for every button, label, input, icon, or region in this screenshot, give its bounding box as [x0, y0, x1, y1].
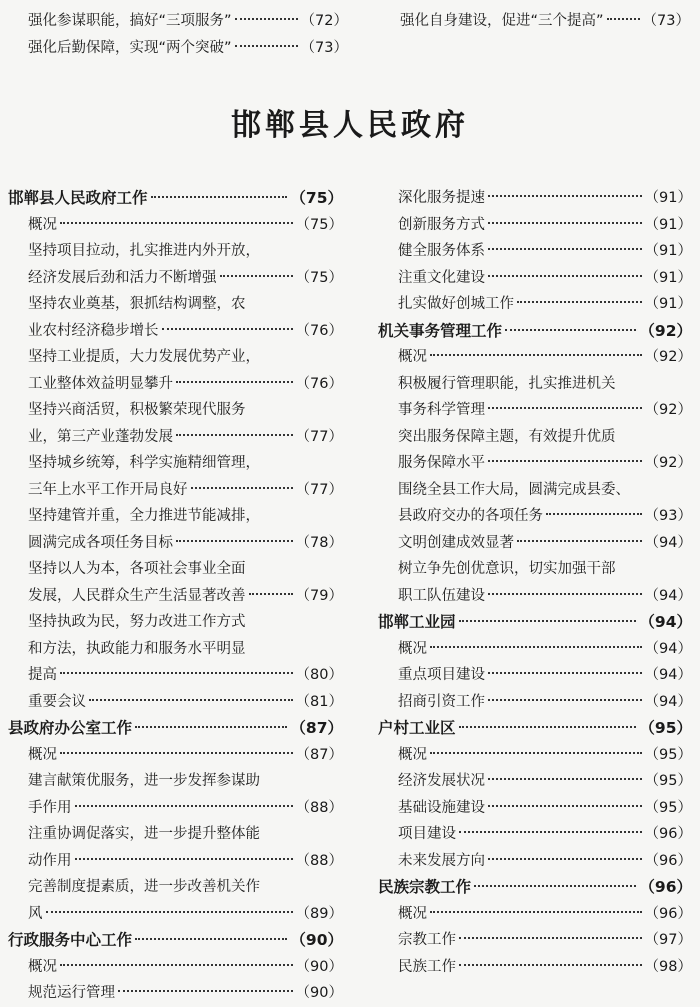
toc-entry-line — [378, 530, 692, 557]
toc-entry-line — [8, 927, 343, 954]
page-number: （96） — [644, 905, 692, 922]
toc-entry[interactable] — [378, 795, 692, 822]
toc-entry[interactable] — [28, 8, 348, 35]
page-number: （76） — [295, 322, 343, 339]
toc-entry[interactable] — [8, 344, 343, 397]
toc-entry-line — [378, 503, 692, 530]
toc-entry[interactable] — [378, 768, 692, 795]
toc-entry-line — [378, 609, 692, 636]
toc-entry-continued-line — [8, 450, 343, 477]
dot-leader — [546, 513, 642, 515]
toc-entry-title: 邯郸县人民政府工作 — [8, 189, 148, 207]
toc-entry-line — [378, 450, 692, 477]
dot-leader — [46, 911, 293, 913]
toc-entry-line — [378, 954, 692, 981]
dot-leader — [151, 196, 288, 198]
toc-entry-title: 坚持农业奠基，狠抓结构调整，农 — [28, 296, 246, 312]
dot-leader — [459, 620, 637, 622]
page-number: （95） — [639, 719, 692, 737]
toc-entry-line — [8, 662, 343, 689]
toc-entry[interactable] — [378, 848, 692, 875]
page-number: （75） — [290, 189, 343, 207]
toc-entry-title: 坚持城乡统筹，科学实施精细管理， — [28, 455, 260, 471]
toc-entry-line — [8, 689, 343, 716]
toc-entry[interactable] — [8, 556, 343, 609]
page-number: （89） — [295, 905, 343, 922]
page-number: （88） — [295, 799, 343, 816]
dot-leader — [505, 329, 636, 331]
dot-leader — [607, 18, 640, 20]
toc-entry[interactable] — [378, 901, 692, 928]
toc-entry-line — [378, 901, 692, 928]
toc-entry-continued-line — [378, 371, 692, 398]
toc-entry-title: 坚持建管并重，全力推进节能减排， — [28, 508, 260, 524]
toc-entry[interactable] — [378, 265, 692, 292]
dot-leader — [135, 938, 287, 940]
dot-leader — [459, 726, 637, 728]
toc-entry-title: 手作用 — [28, 799, 72, 816]
toc-entry-line — [378, 768, 692, 795]
dot-leader — [488, 593, 642, 595]
toc-entry-line — [8, 477, 343, 504]
toc-entry-line — [378, 742, 692, 769]
toc-entry-title: 和方法，执政能力和服务水平明显 — [28, 640, 246, 657]
toc-entry-title: 服务保障水平 — [398, 455, 485, 471]
toc-entry-continued-line — [378, 477, 692, 504]
dot-leader — [430, 911, 642, 913]
page-number: （92） — [644, 349, 692, 365]
toc-entry[interactable] — [378, 742, 692, 769]
toc-entry-title: 职工队伍建设 — [398, 587, 485, 604]
page-number: （75） — [295, 216, 343, 233]
dot-leader — [488, 248, 642, 250]
page-number: （87） — [290, 719, 343, 737]
page-number: （91） — [644, 269, 692, 286]
toc-entry-title: 强化自身建设，促进“三个提高” — [400, 13, 604, 29]
toc-entry-title: 发展，人民群众生产生活显著改善 — [28, 587, 246, 604]
dot-leader — [488, 699, 642, 701]
dot-leader — [459, 831, 642, 833]
toc-entry[interactable] — [28, 35, 348, 62]
toc-entry-title: 概况 — [28, 958, 57, 975]
toc-entry-continued-line — [8, 609, 343, 636]
toc-entry[interactable] — [378, 689, 692, 716]
dot-leader — [75, 858, 293, 860]
toc-entry-line — [8, 371, 343, 398]
page-number: （77） — [295, 428, 343, 445]
toc-entry[interactable] — [8, 980, 343, 1007]
dot-leader — [517, 301, 642, 303]
dot-leader — [135, 726, 287, 728]
toc-entry-title: 注重文化建设 — [398, 269, 485, 286]
page-number: （78） — [295, 534, 343, 551]
toc-entry-title: 重点项目建设 — [398, 667, 485, 683]
toc-entry-title: 突出服务保障主题，有效提升优质 — [398, 428, 616, 445]
toc-entry-continued-line — [8, 768, 343, 795]
toc-entry-line — [8, 715, 343, 742]
dot-leader — [488, 222, 642, 224]
toc-entry-title: 完善制度提素质，进一步改善机关作 — [28, 879, 260, 895]
toc-entry-line — [378, 238, 692, 265]
toc-entry[interactable] — [378, 636, 692, 663]
toc-entry[interactable] — [378, 344, 692, 371]
toc-entry[interactable] — [8, 212, 343, 239]
toc-entry-line — [378, 397, 692, 424]
toc-entry-line — [8, 795, 343, 822]
toc-entry-title: 概况 — [398, 905, 427, 922]
dot-leader — [60, 752, 293, 754]
toc-entry-continued-line — [8, 821, 343, 848]
dot-leader — [235, 18, 298, 20]
toc-entry-title: 未来发展方向 — [398, 852, 485, 869]
dot-leader — [191, 487, 293, 489]
toc-entry-title: 文明创建成效显著 — [398, 534, 514, 551]
toc-entry-title: 坚持执政为民，努力改进工作方式 — [28, 614, 246, 630]
dot-leader — [474, 885, 636, 887]
dot-leader — [176, 540, 293, 542]
toc-entry-title: 经济发展后劲和活力不断增强 — [28, 269, 217, 286]
dot-leader — [488, 407, 642, 409]
dot-leader — [488, 805, 642, 807]
toc-entry-line — [378, 344, 692, 371]
dot-leader — [60, 964, 293, 966]
toc-entry[interactable] — [8, 238, 343, 291]
toc-entry-line — [8, 901, 343, 928]
toc-entry-line — [8, 954, 343, 981]
page-number: （95） — [644, 799, 692, 816]
toc-entry-title: 扎实做好创城工作 — [398, 296, 514, 312]
toc-entry-title: 概况 — [398, 746, 427, 763]
toc-entry-line — [378, 662, 692, 689]
page-number: （96） — [639, 878, 692, 896]
toc-entry-title: 坚持以人为本，各项社会事业全面 — [28, 561, 246, 577]
toc-entry-title: 建言献策优服务，进一步发挥参谋助 — [28, 773, 260, 789]
toc-section-entry[interactable] — [8, 715, 343, 742]
toc-entry-line — [8, 265, 343, 292]
toc-entry[interactable] — [8, 291, 343, 344]
page-number: （94） — [639, 613, 692, 631]
toc-entry-title: 概况 — [28, 746, 57, 763]
page-number: （87） — [295, 746, 343, 763]
toc-entry-line — [8, 185, 343, 212]
toc-entry-title: 机关事务管理工作 — [378, 321, 503, 340]
toc-entry-line — [378, 821, 692, 848]
toc-section-entry[interactable] — [8, 927, 343, 954]
toc-entry[interactable] — [8, 768, 343, 821]
toc-entry-title: 健全服务体系 — [398, 243, 485, 259]
toc-left-column — [8, 185, 343, 1007]
page-number: （91） — [644, 243, 692, 259]
toc-entry-title: 积极履行管理职能，扎实推进机关 — [398, 375, 616, 392]
toc-entry-line — [378, 715, 692, 742]
toc-entry[interactable] — [378, 212, 692, 239]
dot-leader — [249, 593, 293, 595]
dot-leader — [459, 964, 642, 966]
toc-entry[interactable] — [8, 742, 343, 769]
page-number: （98） — [644, 958, 692, 975]
toc-entry[interactable] — [8, 397, 343, 450]
dot-leader — [488, 460, 642, 462]
toc-entry-line — [378, 265, 692, 292]
toc-entry-continued-line — [8, 238, 343, 265]
toc-entry[interactable] — [378, 954, 692, 981]
page-number: （76） — [295, 375, 343, 392]
dot-leader — [235, 45, 298, 47]
toc-entry-continued-line — [8, 397, 343, 424]
toc-entry-line — [378, 212, 692, 239]
toc-entry-title: 户村工业区 — [378, 719, 456, 737]
dot-leader — [118, 990, 293, 992]
toc-entry[interactable] — [378, 291, 692, 318]
toc-entry-line — [378, 318, 692, 345]
toc-entry[interactable] — [8, 503, 343, 556]
top-left-entries — [28, 8, 348, 61]
dot-leader — [176, 381, 293, 383]
toc-entry-title: 邯郸工业园 — [378, 613, 456, 631]
dot-leader — [60, 672, 293, 674]
toc-entry-title: 县政府办公室工作 — [8, 719, 133, 737]
page-number: （94） — [644, 534, 692, 551]
toc-entry-title: 三年上水平工作开局良好 — [28, 481, 188, 498]
dot-leader — [430, 354, 642, 356]
toc-entry-title: 概况 — [398, 349, 427, 365]
toc-entry-title: 项目建设 — [398, 826, 456, 842]
toc-entry-line — [8, 742, 343, 769]
toc-entry-title: 业农村经济稳步增长 — [28, 322, 159, 339]
toc-entry-title: 深化服务提速 — [398, 190, 485, 206]
toc-entry[interactable] — [8, 821, 343, 874]
toc-entry-title: 强化后勤保障，实现“两个突破” — [28, 39, 232, 56]
dot-leader — [162, 328, 293, 330]
page-number: （96） — [644, 852, 692, 869]
toc-entry-line — [378, 689, 692, 716]
toc-entry[interactable] — [8, 689, 343, 716]
toc-entry[interactable] — [8, 874, 343, 927]
page-number: （97） — [644, 932, 692, 948]
toc-entry-title: 围绕全县工作大局，圆满完成县委、 — [398, 481, 630, 498]
page-number: （90） — [290, 931, 343, 949]
toc-entry-line — [8, 530, 343, 557]
toc-entry-title: 坚持工业提质，大力发展优势产业， — [28, 349, 260, 365]
toc-entry[interactable] — [400, 8, 690, 35]
toc-entry[interactable] — [8, 450, 343, 503]
top-entries — [0, 0, 700, 70]
toc-section-entry[interactable] — [378, 318, 692, 345]
toc-entry-title: 坚持项目拉动，扎实推进内外开放， — [28, 243, 260, 259]
toc-entry-title: 创新服务方式 — [398, 216, 485, 233]
toc-entry-title: 坚持兴商活贸，积极繁荣现代服务 — [28, 402, 246, 418]
toc-entry-line — [378, 848, 692, 875]
toc-entry-continued-line — [8, 344, 343, 371]
toc-entry-title: 强化参谋职能，搞好“三项服务” — [28, 13, 232, 29]
page-number: （90） — [295, 985, 343, 1001]
toc-entry-title: 重要会议 — [28, 693, 86, 710]
toc-entry[interactable] — [378, 238, 692, 265]
toc-entry[interactable] — [378, 821, 692, 848]
toc-entry-title: 提高 — [28, 667, 57, 683]
toc-entry-continued-line — [8, 291, 343, 318]
toc-entry[interactable] — [8, 954, 343, 981]
toc-entry-title: 民族宗教工作 — [378, 878, 472, 896]
toc-entry-line — [378, 583, 692, 610]
page-number: （73） — [300, 39, 348, 56]
toc-entry-continued-line — [8, 556, 343, 583]
toc-entry[interactable] — [378, 530, 692, 557]
toc-entry-title: 民族工作 — [398, 958, 456, 975]
toc-entry[interactable] — [378, 185, 692, 212]
dot-leader — [517, 540, 642, 542]
toc-entry[interactable] — [8, 609, 343, 689]
toc-entry-title: 规范运行管理 — [28, 985, 115, 1001]
page-number: （94） — [644, 640, 692, 657]
dot-leader — [176, 434, 293, 436]
toc-entry[interactable] — [378, 371, 692, 424]
toc-entry-title: 注重协调促落实，进一步提升整体能 — [28, 826, 260, 842]
toc-entry-line — [378, 636, 692, 663]
toc-entry-line — [8, 980, 343, 1007]
toc-entry-title: 圆满完成各项任务目标 — [28, 534, 173, 551]
page-number: （95） — [644, 773, 692, 789]
toc-entry[interactable] — [378, 556, 692, 609]
toc-entry-line — [378, 927, 692, 954]
page-number: （88） — [295, 852, 343, 869]
toc-entry-title: 风 — [28, 905, 43, 922]
page-number: （95） — [644, 746, 692, 763]
toc-entry[interactable] — [378, 477, 692, 530]
toc-entry-line — [378, 795, 692, 822]
page-number: （92） — [644, 455, 692, 471]
dot-leader — [60, 222, 293, 224]
page-number: （92） — [639, 321, 692, 340]
dot-leader — [220, 275, 293, 277]
dot-leader — [488, 275, 642, 277]
toc-entry-title: 事务科学管理 — [398, 402, 485, 418]
page-number: （90） — [295, 958, 343, 975]
toc-entry-line — [378, 291, 692, 318]
page-number: （91） — [644, 190, 692, 206]
toc-entry-line — [8, 318, 343, 345]
toc-entry-title: 行政服务中心工作 — [8, 931, 133, 949]
toc-entry-title: 动作用 — [28, 852, 72, 869]
toc-entry-title: 县政府交办的各项任务 — [398, 508, 543, 524]
toc-entry-title: 招商引资工作 — [398, 693, 485, 710]
toc-section-entry[interactable] — [378, 874, 692, 901]
toc-entry-title: 工业整体效益明显攀升 — [28, 375, 173, 392]
page-number: （91） — [644, 216, 692, 233]
toc-entry[interactable] — [378, 662, 692, 689]
toc-section-entry[interactable] — [8, 185, 343, 212]
page-number: （94） — [644, 587, 692, 604]
toc-entry-line — [8, 424, 343, 451]
toc-entry-line — [378, 185, 692, 212]
dot-leader — [89, 699, 293, 701]
dot-leader — [488, 672, 642, 674]
dot-leader — [459, 937, 642, 939]
page-number: （79） — [295, 587, 343, 604]
toc-entry-title: 经济发展状况 — [398, 773, 485, 789]
page-number: （94） — [644, 667, 692, 683]
page-number: （77） — [295, 481, 343, 498]
dot-leader — [75, 805, 293, 807]
top-right-entries — [400, 8, 690, 35]
page-title: 邯郸县人民政府 — [231, 108, 469, 143]
page-number: （80） — [295, 667, 343, 683]
page-number: （72） — [300, 13, 348, 29]
toc-entry-line — [378, 874, 692, 901]
page-number: （93） — [644, 508, 692, 524]
dot-leader — [488, 195, 642, 197]
toc-entry-continued-line — [378, 424, 692, 451]
toc-entry-title: 宗教工作 — [398, 932, 456, 948]
toc-entry-title: 概况 — [398, 640, 427, 657]
toc-entry-line — [8, 583, 343, 610]
toc-entry-continued-line — [8, 874, 343, 901]
toc-section-entry[interactable] — [378, 715, 692, 742]
page-number: （92） — [644, 402, 692, 418]
page-number: （94） — [644, 693, 692, 710]
toc-entry-continued-line — [8, 503, 343, 530]
dot-leader — [430, 646, 642, 648]
toc-entry-title: 业，第三产业蓬勃发展 — [28, 428, 173, 445]
toc-section-entry[interactable] — [378, 609, 692, 636]
page-number: （96） — [644, 826, 692, 842]
page-number: （73） — [642, 13, 690, 29]
toc-entry-line — [8, 848, 343, 875]
toc-right-column — [378, 185, 692, 980]
page-number: （75） — [295, 269, 343, 286]
dot-leader — [488, 858, 642, 860]
dot-leader — [488, 778, 642, 780]
page-number: （81） — [295, 693, 343, 710]
toc-entry-line — [8, 212, 343, 239]
toc-entry[interactable] — [378, 927, 692, 954]
toc-entry-title: 概况 — [28, 216, 57, 233]
toc-entry-continued-line — [378, 556, 692, 583]
toc-entry-title: 基础设施建设 — [398, 799, 485, 816]
toc-entry-title: 树立争先创优意识，切实加强干部 — [398, 561, 616, 577]
dot-leader — [430, 752, 642, 754]
toc-entry[interactable] — [378, 424, 692, 477]
page-number: （91） — [644, 296, 692, 312]
toc-entry-continued-line — [8, 636, 343, 663]
